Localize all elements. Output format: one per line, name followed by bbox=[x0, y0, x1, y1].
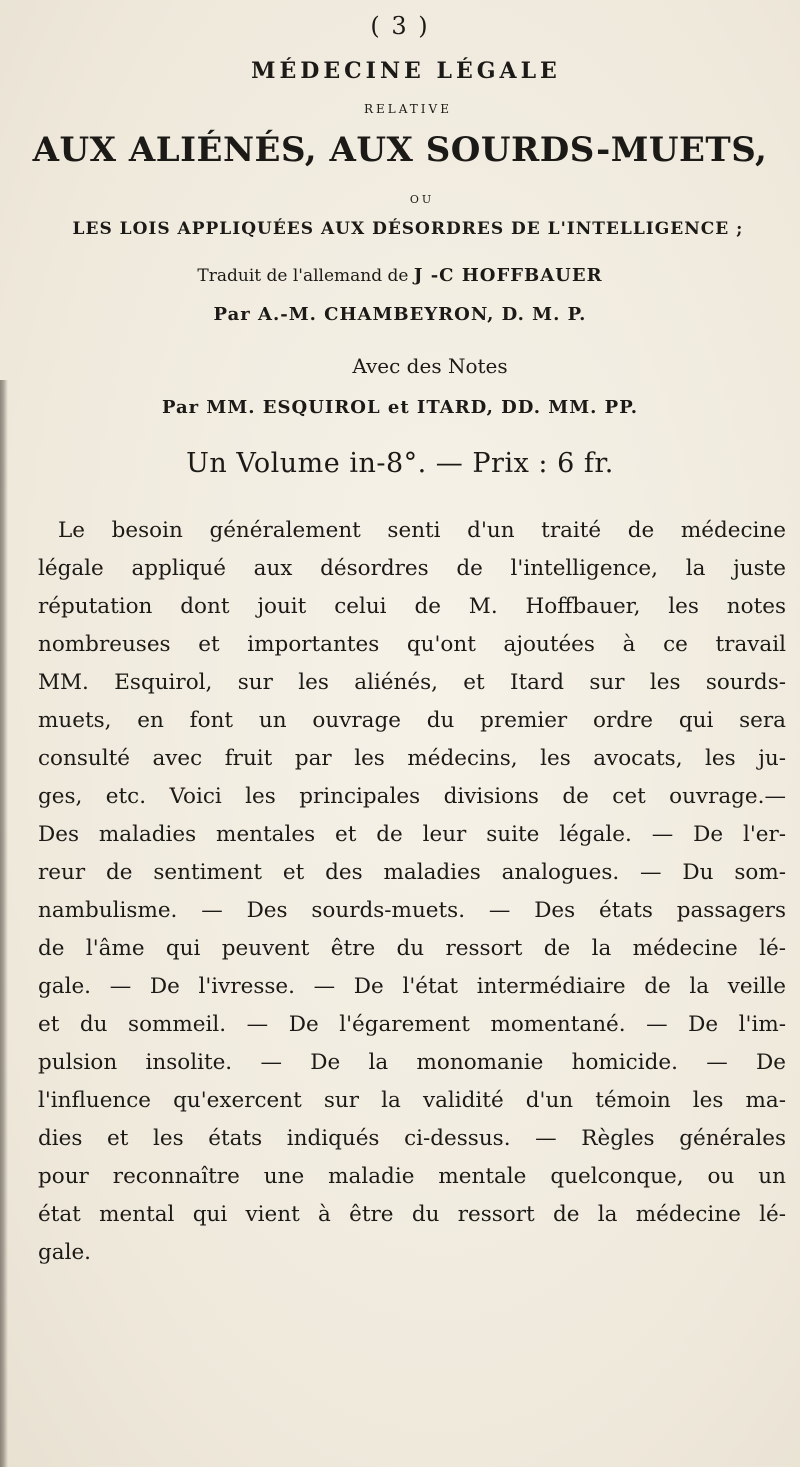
body-line: Le besoin généralement senti d'un traité de médecine bbox=[58, 518, 786, 543]
body-line: de l'âme qui peuvent être du ressort de la médecine lé- bbox=[38, 936, 786, 961]
title-line-1: MÉDECINE LÉGALE bbox=[251, 58, 561, 84]
body-line: pulsion insolite. — De la monomanie homicide. — De bbox=[38, 1050, 786, 1075]
translation-credit bbox=[0, 265, 800, 286]
body-line: reur de sentiment et des maladies analogues. — Du som- bbox=[38, 860, 786, 885]
body-line: l'influence qu'exercent sur la validité d'un témoin les ma- bbox=[38, 1088, 786, 1113]
title-line-2: RELATIVE bbox=[364, 102, 452, 116]
main-title: AUX ALIÉNÉS, AUX SOURDS-MUETS, bbox=[32, 130, 768, 170]
body-paragraph bbox=[38, 512, 786, 1272]
body-line: consulté avec fruit par les médecins, les avocats, les ju- bbox=[38, 746, 786, 771]
volume-price: Un Volume in-8°. — Prix : 6 fr. bbox=[186, 448, 614, 479]
body-line: et du sommeil. — De l'égarement momentané. — De l'im- bbox=[38, 1012, 786, 1037]
body-line: état mental qui vient à être du ressort de la médecine lé- bbox=[38, 1202, 786, 1227]
notes-intro: Avec des Notes bbox=[352, 354, 508, 378]
body-line: MM. Esquirol, sur les aliénés, et Itard sur les sourds- bbox=[38, 670, 786, 695]
body-line: dies et les états indiqués ci-dessus. — Règles générales bbox=[38, 1126, 786, 1151]
body-line: ges, etc. Voici les principales divisions de cet ouvrage.— bbox=[38, 784, 786, 809]
body-line: pour reconnaître une maladie mentale quelconque, ou un bbox=[38, 1164, 786, 1189]
body-line: nambulisme. — Des sourds-muets. — Des états passagers bbox=[38, 898, 786, 923]
page-binding-shadow bbox=[0, 380, 8, 1467]
body-line: gale. — De l'ivresse. — De l'état intermédiaire de la veille bbox=[38, 974, 786, 999]
page-number: ( 3 ) bbox=[370, 12, 430, 40]
body-line: nombreuses et importantes qu'ont ajoutées à ce travail bbox=[38, 632, 786, 657]
body-line: Des maladies mentales et de leur suite légale. — De l'er- bbox=[38, 822, 786, 847]
body-line: réputation dont jouit celui de M. Hoffbauer, les notes bbox=[38, 594, 786, 619]
translation-prefix: Traduit de l'allemand de bbox=[197, 266, 409, 286]
original-author: J -C HOFFBAUER bbox=[413, 265, 603, 286]
subtitle: LES LOIS APPLIQUÉES AUX DÉSORDRES DE L'INTELLIGENCE ; bbox=[72, 219, 744, 239]
body-line: légale appliqué aux désordres de l'intelligence, la juste bbox=[38, 556, 786, 581]
translator-credit: Par A.-M. CHAMBEYRON, D. M. P. bbox=[213, 304, 587, 325]
body-line: muets, en font un ouvrage du premier ordre qui sera bbox=[38, 708, 786, 733]
body-line: gale. bbox=[38, 1240, 92, 1265]
notes-authors: Par MM. ESQUIROL et ITARD, DD. MM. PP. bbox=[161, 397, 639, 418]
title-connector: OU bbox=[409, 193, 435, 206]
